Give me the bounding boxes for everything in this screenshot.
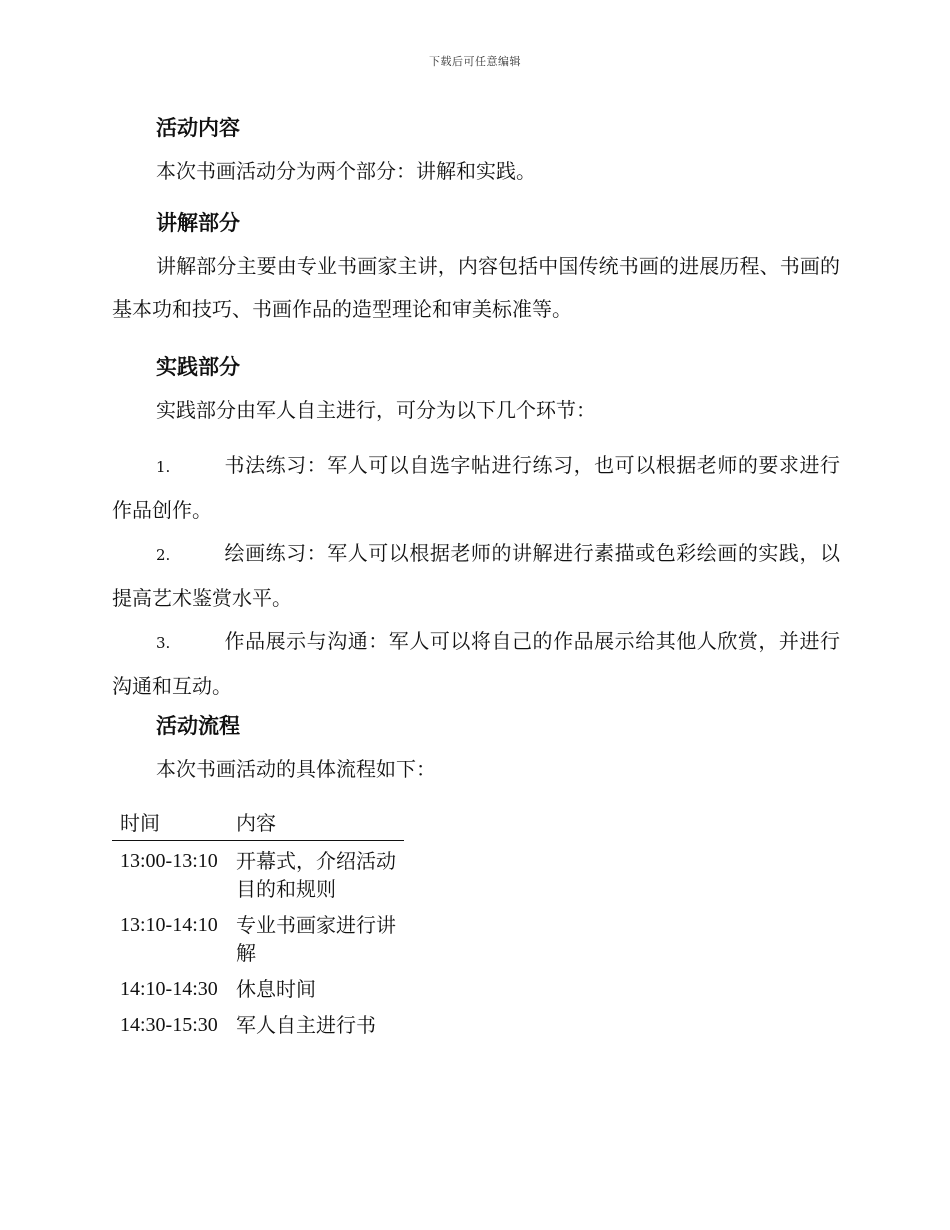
paragraph-activity-intro: 本次书画活动分为两个部分：讲解和实践。	[156, 159, 536, 183]
paragraph-flow-intro: 本次书画活动的具体流程如下：	[156, 757, 436, 781]
table-cell-time: 14:30-15:30	[120, 1014, 218, 1036]
schedule-table	[112, 805, 404, 1041]
table-row	[112, 905, 404, 969]
table-header-content: 内容	[228, 805, 404, 841]
table-cell-time: 13:00-13:10	[120, 850, 218, 872]
table-cell-content: 军人自主进行书	[236, 1013, 376, 1037]
table-cell-content: 开幕式，介绍活动目的和规则	[236, 849, 396, 901]
list-item	[112, 532, 840, 620]
table-row	[112, 1005, 404, 1041]
list-item-text: 书法练习：军人可以自选字帖进行练习，也可以根据老师的要求进行作品创作。	[112, 453, 840, 522]
table-cell-time: 13:10-14:10	[120, 914, 218, 936]
table-header-time: 时间	[112, 805, 228, 841]
list-item	[112, 444, 840, 532]
table-cell-time: 14:10-14:30	[120, 978, 218, 1000]
paragraph-practice-intro: 实践部分由军人自主进行，可分为以下几个环节：	[156, 398, 596, 422]
table-row	[112, 969, 404, 1005]
heading-practice: 实践部分	[156, 354, 240, 379]
list-item-number: 1.	[156, 458, 171, 476]
table-cell-content: 休息时间	[236, 977, 316, 1001]
table-row	[112, 841, 404, 906]
heading-lecture: 讲解部分	[156, 210, 240, 235]
list-item-number: 2.	[156, 546, 171, 564]
list-item-number: 3.	[156, 634, 171, 652]
table-header-row	[112, 805, 404, 841]
heading-activity-content: 活动内容	[156, 115, 240, 140]
page-header-note: 下载后可任意编辑	[429, 55, 521, 68]
paragraph-lecture: 讲解部分主要由专业书画家主讲，内容包括中国传统书画的进展历程、书画的基本功和技巧、书画作品的造型理论和审美标准等。	[112, 254, 840, 321]
list-item-text: 作品展示与沟通：军人可以将自己的作品展示给其他人欣赏，并进行沟通和互动。	[112, 629, 840, 698]
heading-activity-flow: 活动流程	[156, 713, 240, 738]
list-item	[112, 620, 840, 708]
document-body	[112, 110, 840, 1041]
list-item-text: 绘画练习：军人可以根据老师的讲解进行素描或色彩绘画的实践，以提高艺术鉴赏水平。	[112, 541, 840, 610]
table-cell-content: 专业书画家进行讲解	[236, 913, 396, 965]
